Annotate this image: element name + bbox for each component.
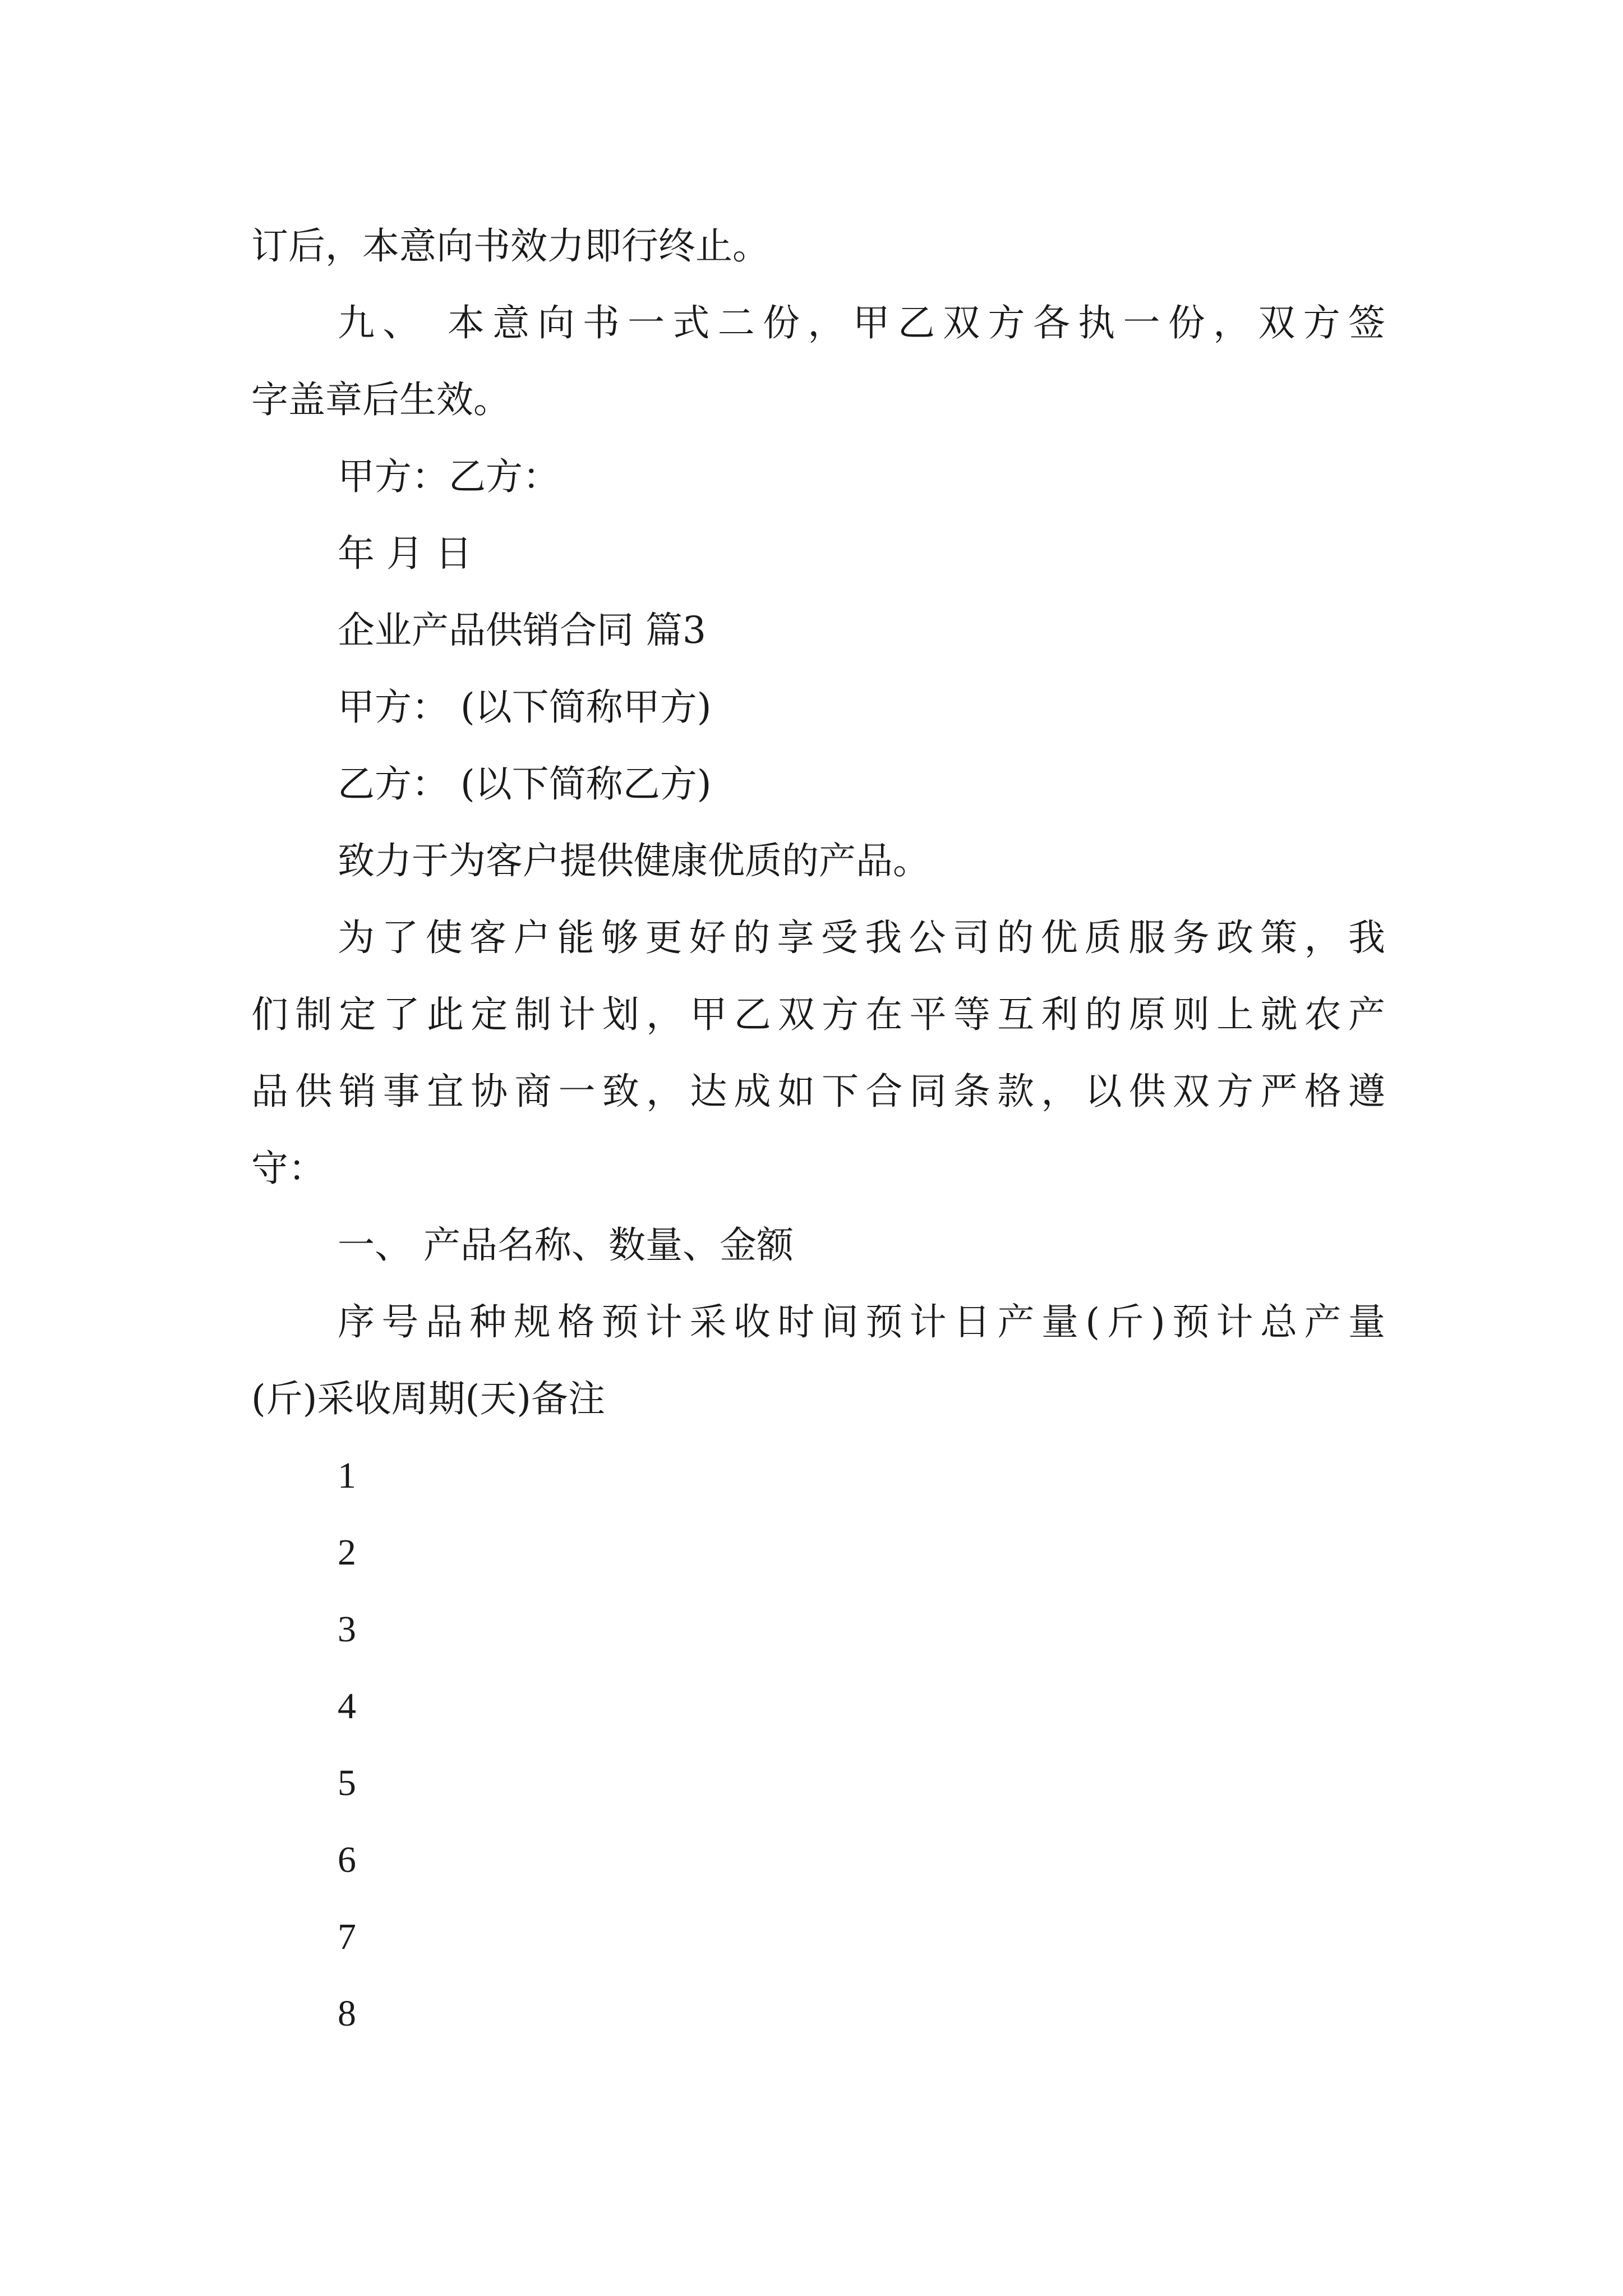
party-a-line: 甲方： (以下简称甲方) <box>338 685 712 729</box>
paragraph-line: 们制定了此定制计划，甲乙双方在平等互利的原则上就农产 <box>251 993 1385 1036</box>
row-number: 2 <box>338 1532 356 1573</box>
row-number: 7 <box>338 1916 356 1957</box>
clause-heading: 一、 产品名称、数量、金额 <box>338 1223 794 1267</box>
paragraph-line: 致力于为客户提供健康优质的产品。 <box>338 839 930 882</box>
section-heading: 企业产品供销合同 篇3 <box>338 609 706 652</box>
row-number: 8 <box>338 1993 356 2034</box>
paragraph-line: 品供销事宜协商一致，达成如下合同条款，以供双方严格遵 <box>251 1070 1385 1113</box>
date-line: 年 月 日 <box>338 532 472 575</box>
row-number: 3 <box>338 1609 356 1650</box>
table-header-line: 序号品种规格预计采收时间预计日产量(斤)预计总产量 <box>338 1300 1385 1343</box>
paragraph-line: 字盖章后生效。 <box>251 378 510 421</box>
paragraph-line: 守： <box>251 1147 325 1190</box>
row-number: 1 <box>338 1455 356 1496</box>
party-b-line: 乙方： (以下简称乙方) <box>338 762 712 806</box>
row-number: 5 <box>338 1763 356 1803</box>
paragraph-line: 订后，本意向书效力即行终止。 <box>251 224 769 268</box>
paragraph-line: 为了使客户能够更好的享受我公司的优质服务政策，我 <box>338 916 1385 959</box>
document-body <box>251 208 1385 2052</box>
row-number: 6 <box>338 1839 356 1880</box>
paragraph-line: 甲方：乙方： <box>338 455 560 498</box>
paragraph-line: 九、 本意向书一式二份，甲乙双方各执一份，双方签 <box>338 301 1385 344</box>
row-number: 4 <box>338 1686 356 1727</box>
table-header-line: (斤)采收周期(天)备注 <box>251 1377 605 1420</box>
